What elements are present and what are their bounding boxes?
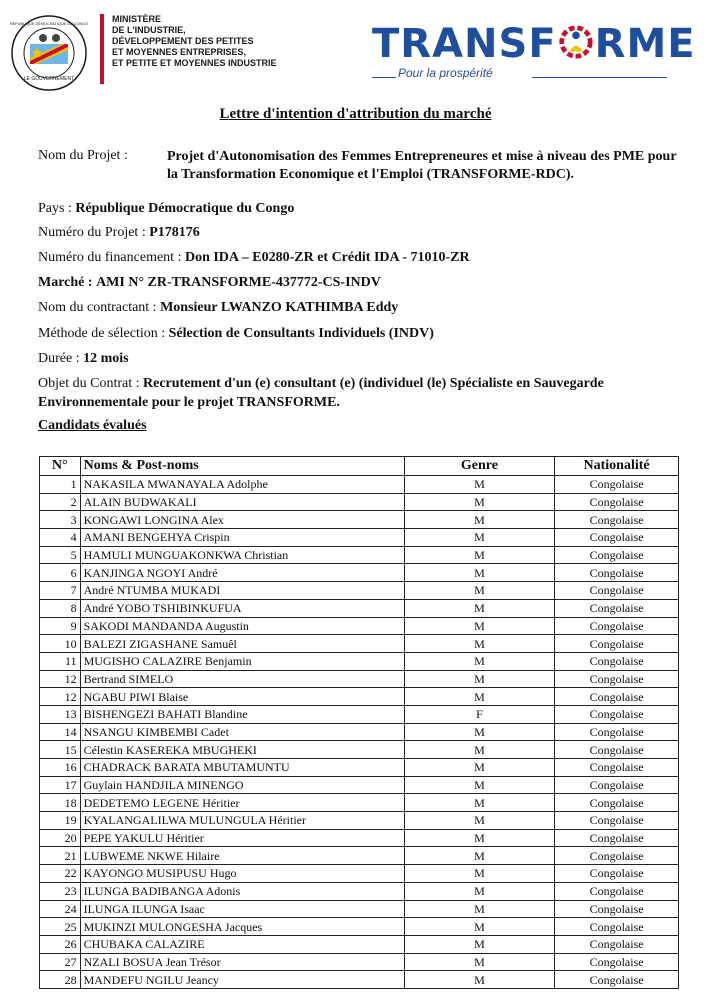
cell-name: Célestin KASEREKA MBUGHEKI xyxy=(80,741,404,759)
table-row xyxy=(40,529,679,547)
candidates-table xyxy=(39,456,679,989)
cell-genre: M xyxy=(404,759,555,777)
cell-nationalite: Congolaise xyxy=(555,759,679,777)
table-row xyxy=(40,882,679,900)
cell-nationalite: Congolaise xyxy=(555,918,679,936)
table-row xyxy=(40,776,679,794)
header-no: N° xyxy=(40,457,81,476)
header-name: Noms & Post-noms xyxy=(80,457,404,476)
table-row xyxy=(40,918,679,936)
cell-genre: M xyxy=(404,776,555,794)
header-divider xyxy=(100,14,104,84)
table-row xyxy=(40,865,679,883)
cell-nationalite: Congolaise xyxy=(555,493,679,511)
cell-nationalite: Congolaise xyxy=(555,900,679,918)
cell-nationalite: Congolaise xyxy=(555,652,679,670)
cell-name: NZALI BOSUA Jean Trésor xyxy=(80,953,404,971)
table-row xyxy=(40,670,679,688)
cell-genre: M xyxy=(404,812,555,830)
cell-no: 17 xyxy=(40,776,81,794)
gear-icon xyxy=(557,23,595,61)
field-methode xyxy=(38,325,434,343)
cell-nationalite: Congolaise xyxy=(555,935,679,953)
cell-nationalite: Congolaise xyxy=(555,705,679,723)
field-marche xyxy=(38,274,381,292)
logo-underline-right xyxy=(532,77,667,78)
cell-genre: M xyxy=(404,493,555,511)
field-objet xyxy=(38,374,673,412)
field-contractant xyxy=(38,299,398,317)
cell-name: CHADRACK BARATA MBUTAMUNTU xyxy=(80,759,404,777)
table-row xyxy=(40,759,679,777)
cell-name: DEDETEMO LEGENE Héritier xyxy=(80,794,404,812)
cell-genre: M xyxy=(404,953,555,971)
cell-no: 19 xyxy=(40,812,81,830)
field-label: Numéro du Projet : xyxy=(38,225,146,240)
cell-name: PEPE YAKULU Héritier xyxy=(80,829,404,847)
table-row xyxy=(40,812,679,830)
field-value: Recrutement d'un (e) consultant (e) (individuel (le) Spécialiste en Sauvegarde Environnementale pour le projet TRANSFORME. xyxy=(38,376,604,410)
field-value: Sélection de Consultants Individuels (INDV) xyxy=(168,326,434,341)
ministry-name xyxy=(112,14,342,69)
cell-nationalite: Congolaise xyxy=(555,546,679,564)
cell-nationalite: Congolaise xyxy=(555,865,679,883)
cell-name: MUGISHO CALAZIRE Benjamin xyxy=(80,652,404,670)
table-row xyxy=(40,847,679,865)
cell-no: 2 xyxy=(40,493,81,511)
cell-genre: M xyxy=(404,688,555,706)
logo-wordmark xyxy=(372,22,696,66)
header-genre: Genre xyxy=(404,457,555,476)
cell-nationalite: Congolaise xyxy=(555,564,679,582)
cell-no: 7 xyxy=(40,582,81,600)
cell-name: HAMULI MUNGUAKONKWA Christian xyxy=(80,546,404,564)
table-row xyxy=(40,935,679,953)
seal-top-text: RÉPUBLIQUE DÉMOCRATIQUE DU CONGO xyxy=(10,22,88,26)
cell-no: 11 xyxy=(40,652,81,670)
cell-nationalite: Congolaise xyxy=(555,847,679,865)
table-row xyxy=(40,582,679,600)
cell-nationalite: Congolaise xyxy=(555,829,679,847)
cell-genre: F xyxy=(404,705,555,723)
cell-no: 9 xyxy=(40,617,81,635)
table-row xyxy=(40,546,679,564)
cell-no: 10 xyxy=(40,635,81,653)
cell-nationalite: Congolaise xyxy=(555,812,679,830)
cell-no: 1 xyxy=(40,476,81,494)
seal-bottom-text: LE GOUVERNEMENT xyxy=(23,76,75,82)
field-label: Objet du Contrat : xyxy=(38,376,140,391)
cell-name: CHUBAKA CALAZIRE xyxy=(80,935,404,953)
cell-no: 22 xyxy=(40,865,81,883)
cell-nationalite: Congolaise xyxy=(555,476,679,494)
table-row xyxy=(40,971,679,989)
cell-genre: M xyxy=(404,935,555,953)
cell-no: 25 xyxy=(40,918,81,936)
logo-underline-left xyxy=(372,77,396,78)
cell-genre: M xyxy=(404,918,555,936)
field-label: Nom du contractant : xyxy=(38,300,157,315)
ministry-line: DÉVELOPPEMENT DES PETITES xyxy=(112,36,254,46)
cell-nationalite: Congolaise xyxy=(555,882,679,900)
field-label: Méthode de sélection : xyxy=(38,326,166,341)
table-row xyxy=(40,705,679,723)
cell-name: KYALANGALILWA MULUNGULA Héritier xyxy=(80,812,404,830)
cell-nationalite: Congolaise xyxy=(555,617,679,635)
cell-no: 18 xyxy=(40,794,81,812)
field-value: Don IDA – E0280-ZR et Crédit IDA - 71010-ZR xyxy=(184,250,470,265)
cell-genre: M xyxy=(404,882,555,900)
field-label: Pays : xyxy=(38,201,72,216)
logo-word-right: RME xyxy=(594,21,696,67)
cell-genre: M xyxy=(404,511,555,529)
cell-name: André YOBO TSHIBINKUFUA xyxy=(80,599,404,617)
cell-no: 15 xyxy=(40,741,81,759)
ministry-line: MINISTÈRE xyxy=(112,14,162,24)
cell-no: 6 xyxy=(40,564,81,582)
ministry-line: ET MOYENNES ENTREPRISES, xyxy=(112,47,247,57)
cell-genre: M xyxy=(404,847,555,865)
cell-name: Guylain HANDJILA MINENGO xyxy=(80,776,404,794)
cell-genre: M xyxy=(404,829,555,847)
table-header-row xyxy=(40,457,679,476)
cell-name: Bertrand SIMELO xyxy=(80,670,404,688)
cell-nationalite: Congolaise xyxy=(555,953,679,971)
header-nationalite: Nationalité xyxy=(555,457,679,476)
cell-no: 23 xyxy=(40,882,81,900)
cell-no: 3 xyxy=(40,511,81,529)
cell-no: 24 xyxy=(40,900,81,918)
cell-no: 21 xyxy=(40,847,81,865)
table-row xyxy=(40,741,679,759)
table-row xyxy=(40,794,679,812)
cell-no: 12 xyxy=(40,670,81,688)
field-label: Numéro du financement : xyxy=(38,250,182,265)
government-seal-icon xyxy=(10,14,88,92)
cell-name: ALAIN BUDWAKALI xyxy=(80,493,404,511)
logo-word-left: TRANSF xyxy=(372,21,557,67)
field-numero-projet xyxy=(38,224,200,242)
cell-name: SAKODI MANDANDA Augustin xyxy=(80,617,404,635)
cell-no: 16 xyxy=(40,759,81,777)
table-row xyxy=(40,493,679,511)
cell-name: KONGAWI LONGINA Alex xyxy=(80,511,404,529)
transforme-logo xyxy=(372,21,696,90)
cell-genre: M xyxy=(404,617,555,635)
cell-nationalite: Congolaise xyxy=(555,971,679,989)
cell-no: 4 xyxy=(40,529,81,547)
cell-no: 5 xyxy=(40,546,81,564)
cell-nationalite: Congolaise xyxy=(555,670,679,688)
field-label: Marché : xyxy=(38,275,93,290)
cell-genre: M xyxy=(404,582,555,600)
table-row xyxy=(40,617,679,635)
cell-name: André NTUMBA MUKADI xyxy=(80,582,404,600)
candidates-heading: Candidats évalués xyxy=(38,418,147,433)
table-row xyxy=(40,564,679,582)
cell-genre: M xyxy=(404,599,555,617)
cell-nationalite: Congolaise xyxy=(555,776,679,794)
cell-no: 13 xyxy=(40,705,81,723)
cell-nationalite: Congolaise xyxy=(555,582,679,600)
cell-no: 14 xyxy=(40,723,81,741)
cell-name: NGABU PIWI Blaise xyxy=(80,688,404,706)
cell-genre: M xyxy=(404,476,555,494)
cell-nationalite: Congolaise xyxy=(555,688,679,706)
cell-no: 26 xyxy=(40,935,81,953)
ministry-line: DE L'INDUSTRIE, xyxy=(112,25,186,35)
cell-genre: M xyxy=(404,635,555,653)
cell-nationalite: Congolaise xyxy=(555,599,679,617)
cell-genre: M xyxy=(404,546,555,564)
cell-nationalite: Congolaise xyxy=(555,511,679,529)
cell-name: MANDEFU NGILU Jeancy xyxy=(80,971,404,989)
logo-tagline: Pour la prospérité xyxy=(398,66,493,80)
field-label: Durée : xyxy=(38,351,80,366)
field-financement xyxy=(38,249,470,267)
cell-name: LUBWEME NKWE Hilaire xyxy=(80,847,404,865)
table-row xyxy=(40,599,679,617)
field-value: 12 mois xyxy=(83,351,129,366)
cell-name: KAYONGO MUSIPUSU Hugo xyxy=(80,865,404,883)
table-row xyxy=(40,635,679,653)
field-value: Monsieur LWANZO KATHIMBA Eddy xyxy=(160,300,399,315)
cell-genre: M xyxy=(404,652,555,670)
cell-no: 8 xyxy=(40,599,81,617)
field-value: AMI N° ZR-TRANSFORME-437772-CS-INDV xyxy=(96,275,381,290)
table-row xyxy=(40,652,679,670)
cell-name: BALEZI ZIGASHANE Samuêl xyxy=(80,635,404,653)
table-row xyxy=(40,476,679,494)
field-value: République Démocratique du Congo xyxy=(75,201,295,216)
cell-name: AMANI BENGEHYA Crispin xyxy=(80,529,404,547)
cell-nationalite: Congolaise xyxy=(555,723,679,741)
cell-name: ILUNGA ILUNGA Isaac xyxy=(80,900,404,918)
cell-nationalite: Congolaise xyxy=(555,529,679,547)
cell-nationalite: Congolaise xyxy=(555,741,679,759)
cell-genre: M xyxy=(404,670,555,688)
table-row xyxy=(40,900,679,918)
cell-genre: M xyxy=(404,723,555,741)
cell-genre: M xyxy=(404,794,555,812)
table-row xyxy=(40,511,679,529)
cell-name: MUKINZI MULONGESHA Jacques xyxy=(80,918,404,936)
cell-name: BISHENGEZI BAHATI Blandine xyxy=(80,705,404,723)
cell-name: NAKASILA MWANAYALA Adolphe xyxy=(80,476,404,494)
cell-no: 20 xyxy=(40,829,81,847)
ministry-line: ET PETITE ET MOYENNES INDUSTRIE xyxy=(112,58,277,68)
table-row xyxy=(40,953,679,971)
cell-genre: M xyxy=(404,741,555,759)
field-duree xyxy=(38,350,129,368)
cell-genre: M xyxy=(404,900,555,918)
project-value: Projet d'Autonomisation des Femmes Entrepreneures et mise à niveau des PME pour la Transformation Economique et l'Emploi (TRANSFORME-RDC). xyxy=(167,149,677,182)
cell-nationalite: Congolaise xyxy=(555,794,679,812)
cell-no: 28 xyxy=(40,971,81,989)
document-title: Lettre d'intention d'attribution du marché xyxy=(219,106,492,122)
cell-name: KANJINGA NGOYI André xyxy=(80,564,404,582)
cell-genre: M xyxy=(404,564,555,582)
cell-nationalite: Congolaise xyxy=(555,635,679,653)
cell-no: 12 xyxy=(40,688,81,706)
table-row xyxy=(40,688,679,706)
cell-genre: M xyxy=(404,971,555,989)
project-label: Nom du Projet : xyxy=(38,148,128,163)
table-row xyxy=(40,829,679,847)
cell-genre: M xyxy=(404,865,555,883)
field-pays xyxy=(38,200,294,218)
cell-genre: M xyxy=(404,529,555,547)
field-value: P178176 xyxy=(149,225,200,240)
cell-no: 27 xyxy=(40,953,81,971)
cell-name: ILUNGA BADIBANGA Adonis xyxy=(80,882,404,900)
cell-name: NSANGU KIMBEMBI Cadet xyxy=(80,723,404,741)
table-row xyxy=(40,723,679,741)
